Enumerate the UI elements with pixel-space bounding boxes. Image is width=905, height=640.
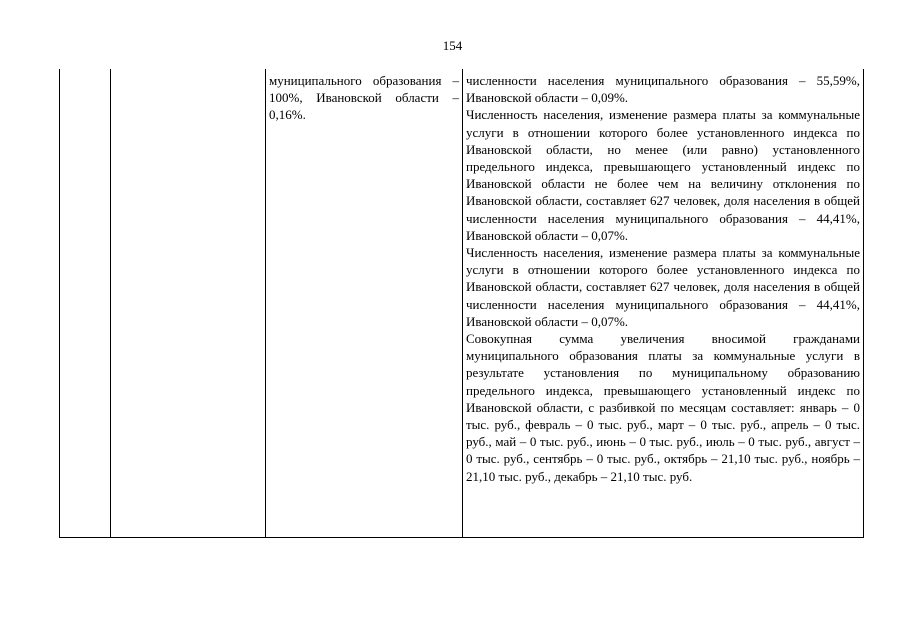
paragraph-population-share: численности населения муниципального образования – 55,59%, Ивановской области – 0,09%.: [466, 73, 860, 106]
table-cell-1: [60, 69, 111, 537]
table-row: [60, 69, 864, 537]
paragraph-population-within-limit: Численность населения, изменение размера платы за коммунальные услуги в отношении которого более установленного индекса по Ивановской области, но менее (или равно) установленного предельного индекса, превышающего установленный индекс по Ивановской области не более чем на величину отклонения по Ивановской области, составляет 627 человек, доля населения в общей численности населения муниципального образования – 44,41%, Ивановской области – 0,07%.: [466, 107, 860, 243]
cell-1-text: [60, 69, 110, 72]
paragraph-population-above-index: Численность населения, изменение размера платы за коммунальные услуги в отношении которого более установленного индекса по Ивановской области, составляет 627 человек, доля населения в общей численности населения муниципального образования – 44,41%, Ивановской области – 0,07%.: [466, 245, 860, 329]
table-cell-2: [111, 69, 266, 537]
table-cell-3: [266, 69, 463, 537]
paragraph-monthly-increase: Совокупная сумма увеличения вносимой гражданами муниципального образования платы за коммунальные услуги в результате установления по муниципальному образованию предельного индекса, превышающего установленный индекс по Ивановской области, с разбивкой по месяцам составляет: январь – 0 тыс. руб., февраль – 0 тыс. руб., март – 0 тыс. руб., апрель – 0 тыс. руб., май – 0 тыс. руб., июнь – 0 тыс. руб., июль – 0 тыс. руб., август – 0 тыс. руб., сентябрь – 0 тыс. руб., октябрь – 21,10 тыс. руб., ноябрь – 21,10 тыс. руб., декабрь – 21,10 тыс. руб.: [466, 331, 860, 484]
table-cell-4: [463, 69, 864, 537]
page-number: 154: [442, 38, 463, 53]
document-table: [59, 69, 864, 538]
cell-2-text: [111, 69, 265, 72]
cell-3-text: муниципального образования – 100%, Ивановской области – 0,16%.: [269, 73, 459, 123]
cell-4-text: [463, 69, 863, 485]
